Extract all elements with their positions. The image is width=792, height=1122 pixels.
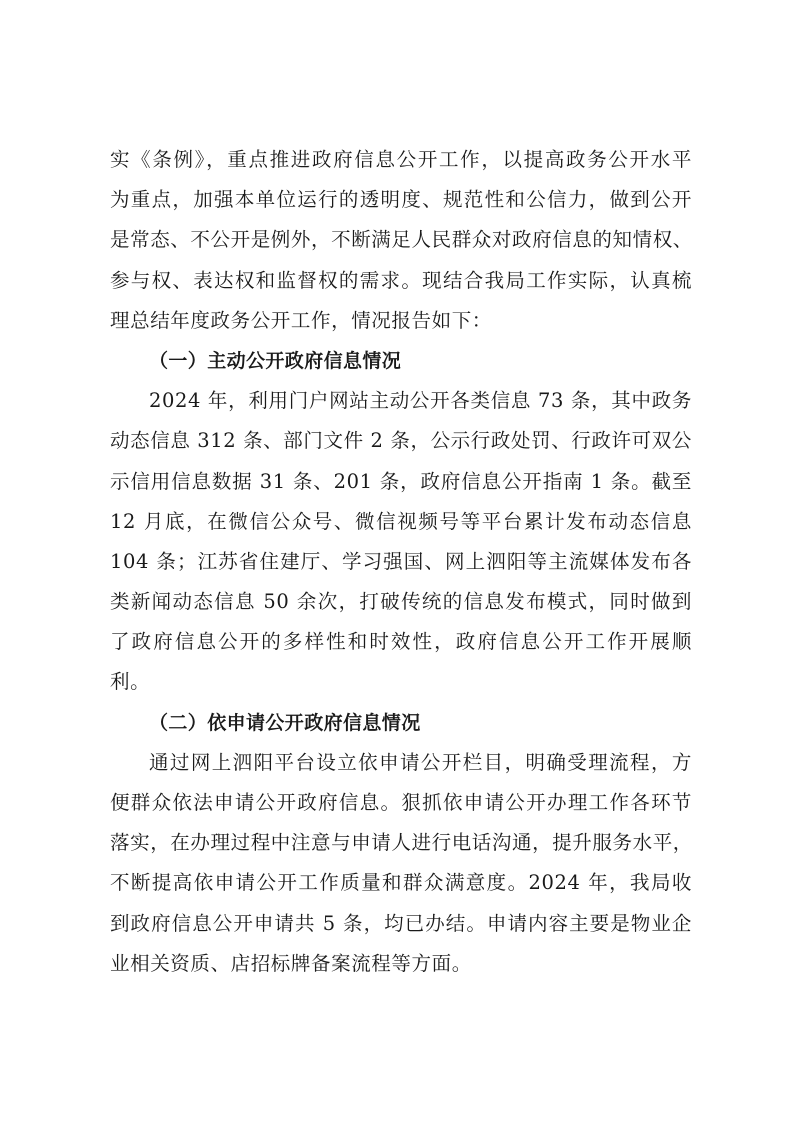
paragraph-line: 到政府信息公开申请共 5 条，均已办结。申请内容主要是物业企: [110, 911, 692, 935]
paragraph-line: 是常态、不公开是例外，不断满足人民群众对政府信息的知情权、: [110, 228, 693, 252]
paragraph-line: 实《条例》，重点推进政府信息公开工作，以提高政务公开水平: [110, 148, 692, 171]
intro-paragraph: [110, 141, 692, 340]
paragraph-line: 为重点，加强本单位运行的透明度、规范性和公信力，做到公开: [110, 188, 692, 212]
paragraph-line: 了政府信息公开的多样性和时效性，政府信息公开工作开展顺: [110, 630, 692, 654]
paragraph-line: 12 月底，在微信公众号、微信视频号等平台累计发布动态信息: [110, 509, 692, 533]
paragraph-line: 理总结年度政务公开工作，情况报告如下：: [110, 308, 492, 332]
document-page: [110, 141, 692, 985]
paragraph-line: 2024 年，利用门户网站主动公开各类信息 73 条，其中政务: [149, 389, 692, 413]
paragraph-line: 不断提高依申请公开工作质量和群众满意度。2024 年，我局收: [110, 871, 692, 895]
paragraph-line: 示信用信息数据 31 条、201 条，政府信息公开指南 1 条。截至: [110, 469, 692, 493]
paragraph-line: 落实，在办理过程中注意与申请人进行电话沟通，提升服务水平，: [110, 831, 693, 855]
section-heading-proactive-disclosure: （一）主动公开政府信息情况: [149, 349, 402, 372]
proactive-disclosure-paragraph: [110, 382, 692, 701]
paragraph-line: 类新闻动态信息 50 余次，打破传统的信息发布模式，同时做到: [110, 590, 692, 614]
section-heading-on-request-disclosure: （二）依申请公开政府信息情况: [149, 711, 421, 734]
paragraph-line: 业相关资质、店招标牌备案流程等方面。: [110, 951, 472, 975]
paragraph-line: 利。: [110, 670, 151, 694]
paragraph-line: 通过网上泗阳平台设立依申请公开栏目，明确受理流程，方: [149, 750, 692, 774]
paragraph-line: 参与权、表达权和监督权的需求。现结合我局工作实际，认真梳: [110, 268, 692, 292]
paragraph-line: 动态信息 312 条、部门文件 2 条，公示行政处罚、行政许可双公: [110, 429, 692, 453]
paragraph-line: 便群众依法申请公开政府信息。狠抓依申请公开办理工作各环节: [110, 791, 692, 814]
paragraph-line: 104 条；江苏省住建厅、学习强国、网上泗阳等主流媒体发布各: [110, 549, 692, 573]
on-request-disclosure-paragraph: [110, 744, 692, 983]
